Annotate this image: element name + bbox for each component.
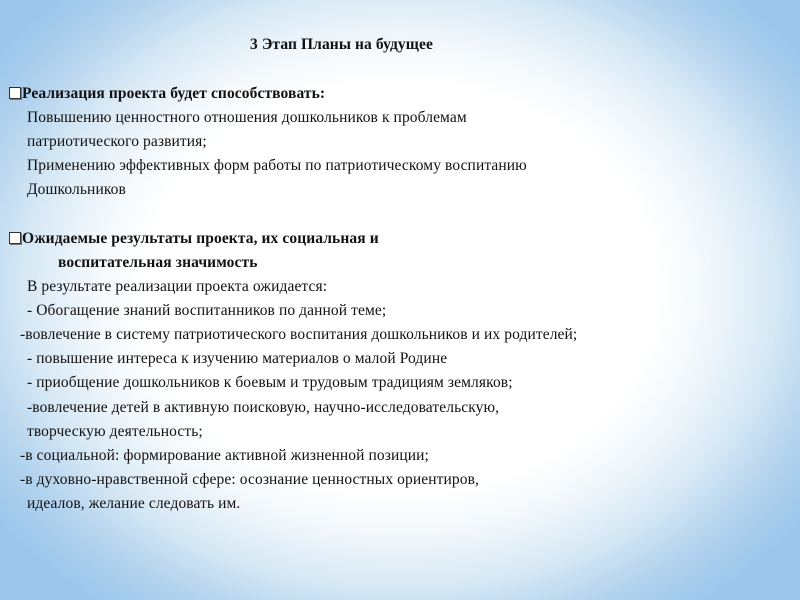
section2-line: -вовлечение в систему патриотического воспитания дошкольников и их родителей; [20,326,578,343]
section1-line: Дошкольников [27,181,126,198]
section2-line: - повышение интереса к изучению материалов о малой Родине [27,350,448,367]
section2-line: -вовлечение детей в активную поисковую, научно-исследовательскую, [27,399,500,416]
section2-line: В результате реализации проекта ожидается: [27,278,328,295]
section2-heading-line1: Ожидаемые результаты проекта, их социальная и [22,230,379,247]
section1-line: патриотического развития; [27,133,207,150]
checkbox-bullet-icon [9,232,21,244]
section2-line: - приобщение дошкольников к боевым и трудовым традициям земляков; [27,374,513,391]
section1-line: Применению эффективных форм работы по патриотическому воспитанию [27,157,527,174]
slide-title: 3 Этап Планы на будущее [250,36,433,53]
section2-line: - Обогащение знаний воспитанников по данной теме; [27,302,387,319]
section2-line: идеалов, желание следовать им. [27,495,241,512]
checkbox-bullet-icon [9,87,21,99]
section2-heading-line2: воспитательная значимость [58,254,258,271]
section2-line: творческую деятельность; [27,423,203,440]
section1-heading-row [9,84,325,104]
section1-heading: Реализация проекта будет способствовать: [22,85,326,102]
section2-heading-row [9,229,379,249]
section1-line: Повышению ценностного отношения дошкольников к проблемам [27,109,467,126]
section2-line: -в социальной: формирование активной жизненной позиции; [20,447,429,464]
section2-line: -в духовно-нравственной сфере: осознание ценностных ориентиров, [20,471,479,488]
